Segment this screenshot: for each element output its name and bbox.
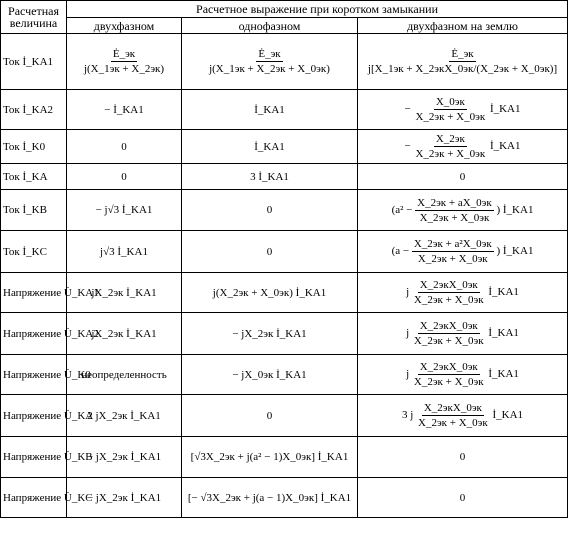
row-label: Напряжение U̇_KA1 [1,273,67,313]
cell-formula: [− √3X_2эк + j(a − 1)X_0эк] İ_KA1 [182,478,358,518]
cell-formula: − X_2эк X_2эк + X_0эк İ_KA1 [358,130,568,164]
table-row [1,130,568,164]
type-header-two-phase: двухфазном [67,18,182,34]
quantity-header: Расчетная величина [1,1,67,34]
row-label: Ток İ_KA [1,164,67,190]
row-label: Напряжение U̇_KC [1,478,67,518]
cell-formula: j X_2экX_0эк X_2эк + X_0эк İ_KA1 [358,273,568,313]
cell-formula: j X_2экX_0эк X_2эк + X_0эк İ_KA1 [358,355,568,395]
table-row [1,313,568,355]
table-row [1,355,568,395]
cell-formula: 3 İ_KA1 [182,164,358,190]
cell-formula: − jX_2эк İ_KA1 [182,313,358,355]
cell-formula: 3 j X_2экX_0эк X_2эк + X_0эк İ_KA1 [358,395,568,437]
cell-formula: 0 [67,164,182,190]
table-row [1,90,568,130]
cell-formula: [√3X_2эк + j(a² − 1)X_0эк] İ_KA1 [182,437,358,478]
cell-formula: 2 jX_2эк İ_KA1 [67,395,182,437]
cell-formula: İ_KA1 [182,130,358,164]
cell-formula: Ė_эк j(X_1эк + X_2эк) [67,34,182,90]
row-label: Напряжение U̇_KA [1,395,67,437]
row-label: Ток İ_KC [1,231,67,273]
type-header-two-phase-ground: двухфазном на землю [358,18,568,34]
cell-formula: − jX_2эк İ_KA1 [67,437,182,478]
cell-formula: jX_2эк İ_KA1 [67,273,182,313]
table-row [1,164,568,190]
cell-formula: 0 [67,130,182,164]
cell-formula: (a − X_2эк + a²X_0эк X_2эк + X_0эк ) İ_KA1 [358,231,568,273]
table-row [1,273,568,313]
row-label: Ток İ_KA1 [1,34,67,90]
cell-formula: 0 [358,437,568,478]
table-row [1,395,568,437]
row-label: Напряжение U̇_KB [1,437,67,478]
row-label: Напряжение U̇_K0 [1,355,67,395]
cell-formula: jX_2эк İ_KA1 [67,313,182,355]
cell-formula: (a² − X_2эк + aX_0эк X_2эк + X_0эк ) İ_KA1 [358,190,568,231]
row-label: Ток İ_K0 [1,130,67,164]
cell-formula: − j√3 İ_KA1 [67,190,182,231]
cell-formula: − İ_KA1 [67,90,182,130]
type-header-single-phase: однофазном [182,18,358,34]
cell-formula: 0 [358,164,568,190]
row-label: Напряжение U̇_KA2 [1,313,67,355]
cell-formula: j(X_2эк + X_0эк) İ_KA1 [182,273,358,313]
cell-formula: − jX_2эк İ_KA1 [67,478,182,518]
cell-formula: 0 [182,395,358,437]
group-header: Расчетное выражение при коротком замыкании [67,1,568,18]
table-row [1,34,568,90]
cell-formula: 0 [182,231,358,273]
cell-formula: 0 [182,190,358,231]
table-row [1,437,568,478]
row-label: Ток İ_KB [1,190,67,231]
cell-formula: Ė_эк j[X_1эк + X_2экX_0эк/(X_2эк + X_0эк)] [358,34,568,90]
table-row [1,231,568,273]
row-label: Ток İ_KA2 [1,90,67,130]
cell-formula: j X_2экX_0эк X_2эк + X_0эк İ_KA1 [358,313,568,355]
cell-formula: − jX_0эк İ_KA1 [182,355,358,395]
cell-formula: 0 [358,478,568,518]
table-row [1,478,568,518]
cell-formula: Ė_эк j(X_1эк + X_2эк + X_0эк) [182,34,358,90]
cell-formula: − X_0эк X_2эк + X_0эк İ_KA1 [358,90,568,130]
cell-formula: неопределенность [67,355,182,395]
table-row [1,190,568,231]
cell-formula: İ_KA1 [182,90,358,130]
cell-formula: j√3 İ_KA1 [67,231,182,273]
